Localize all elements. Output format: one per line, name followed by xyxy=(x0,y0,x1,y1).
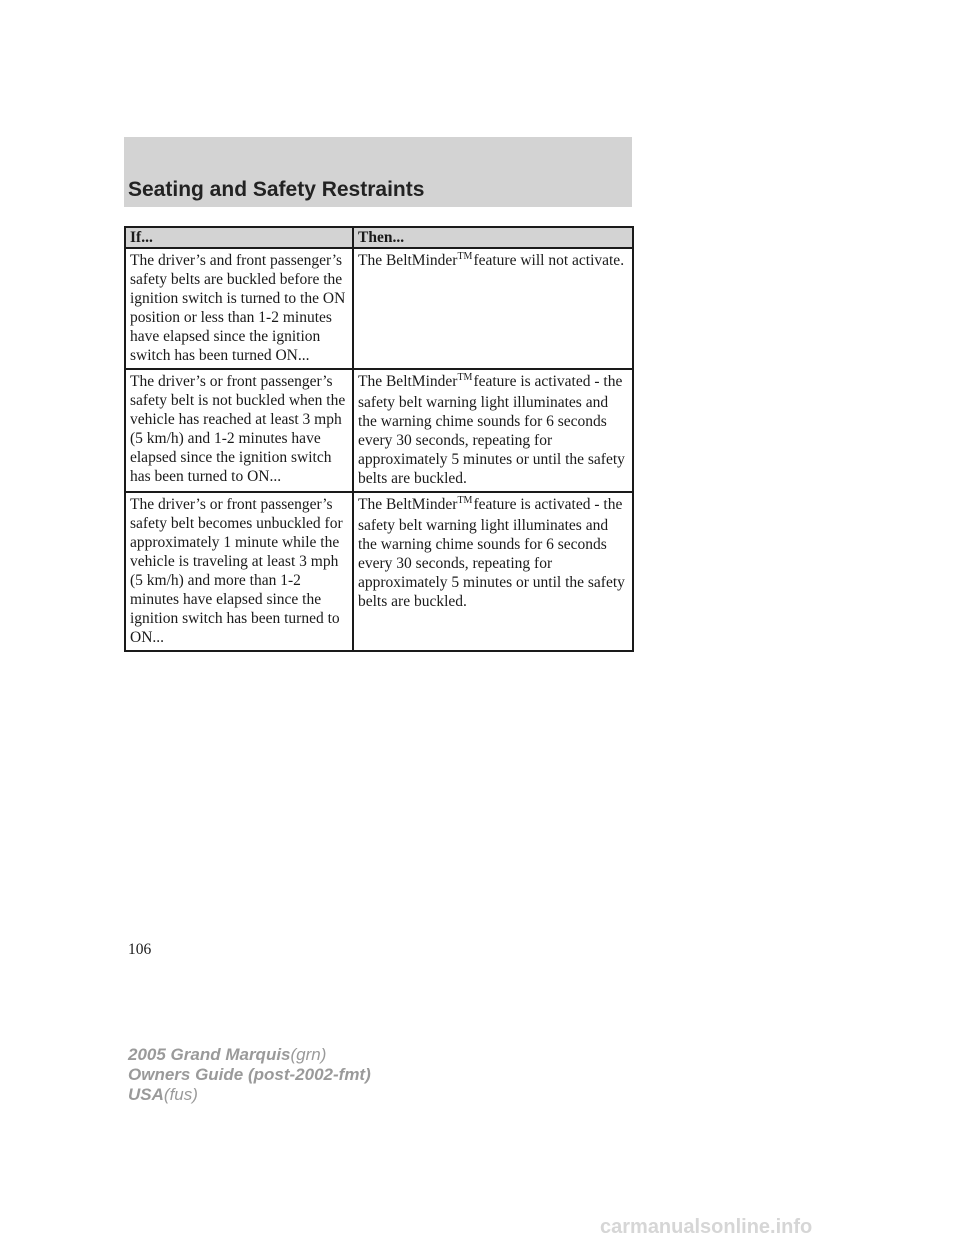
result-prefix: The BeltMinder xyxy=(358,496,458,513)
result-prefix: The BeltMinder xyxy=(358,252,458,269)
site-watermark: carmanualsonline.info xyxy=(600,1216,813,1238)
footer-line-1 xyxy=(128,1045,371,1065)
trademark-mark: TM xyxy=(457,372,473,383)
condition-cell: The driver’s and front passenger’s safety belts are buckled before the ignition switch is turned to the ON position or less than 1-2 minutes have elapsed since the ignition switch has been turned ON... xyxy=(125,248,353,369)
table-row xyxy=(125,248,633,369)
result-text: feature is activated - the safety belt warning light illuminates and the warning chime sounds for 6 seconds every 30 seconds, repeating for approximately 5 minutes or until the safety belts are buckled. xyxy=(358,496,625,610)
column-header-then: Then... xyxy=(353,227,633,248)
table-row xyxy=(125,369,633,492)
result-cell xyxy=(353,369,633,492)
footer-market-code: (fus) xyxy=(163,1085,198,1104)
beltminder-table xyxy=(124,226,634,652)
section-title: Seating and Safety Restraints xyxy=(128,178,425,201)
trademark-mark: TM xyxy=(457,251,473,262)
trademark-mark: TM xyxy=(457,495,473,506)
footer-guide: Owners Guide (post-2002-fmt) xyxy=(128,1065,371,1084)
result-cell xyxy=(353,492,633,651)
result-text: feature will not activate. xyxy=(473,252,625,269)
column-header-if: If... xyxy=(125,227,353,248)
footer-line-3 xyxy=(128,1085,371,1105)
document-footer xyxy=(128,1045,371,1105)
table-header-row xyxy=(125,227,633,248)
footer-model-code: (grn) xyxy=(290,1045,327,1064)
footer-market: USA xyxy=(128,1085,164,1104)
page-number: 106 xyxy=(128,941,152,958)
footer-model: 2005 Grand Marquis xyxy=(128,1045,291,1064)
result-text: feature is activated - the safety belt warning light illuminates and the warning chime sounds for 6 seconds every 30 seconds, repeating for approximately 5 minutes or until the safety belts are buckled. xyxy=(358,373,625,487)
result-prefix: The BeltMinder xyxy=(358,373,458,390)
condition-cell: The driver’s or front passenger’s safety belt is not buckled when the vehicle has reached at least 3 mph (5 km/h) and 1-2 minutes have elapsed since the ignition switch has been turned to ON... xyxy=(125,369,353,492)
table-row xyxy=(125,492,633,651)
result-cell xyxy=(353,248,633,369)
condition-cell: The driver’s or front passenger’s safety belt becomes unbuckled for approximately 1 minute while the vehicle is traveling at least 3 mph (5 km/h) and more than 1-2 minutes have elapsed since the ignition switch has been turned to ON... xyxy=(125,492,353,651)
footer-line-2 xyxy=(128,1065,371,1085)
